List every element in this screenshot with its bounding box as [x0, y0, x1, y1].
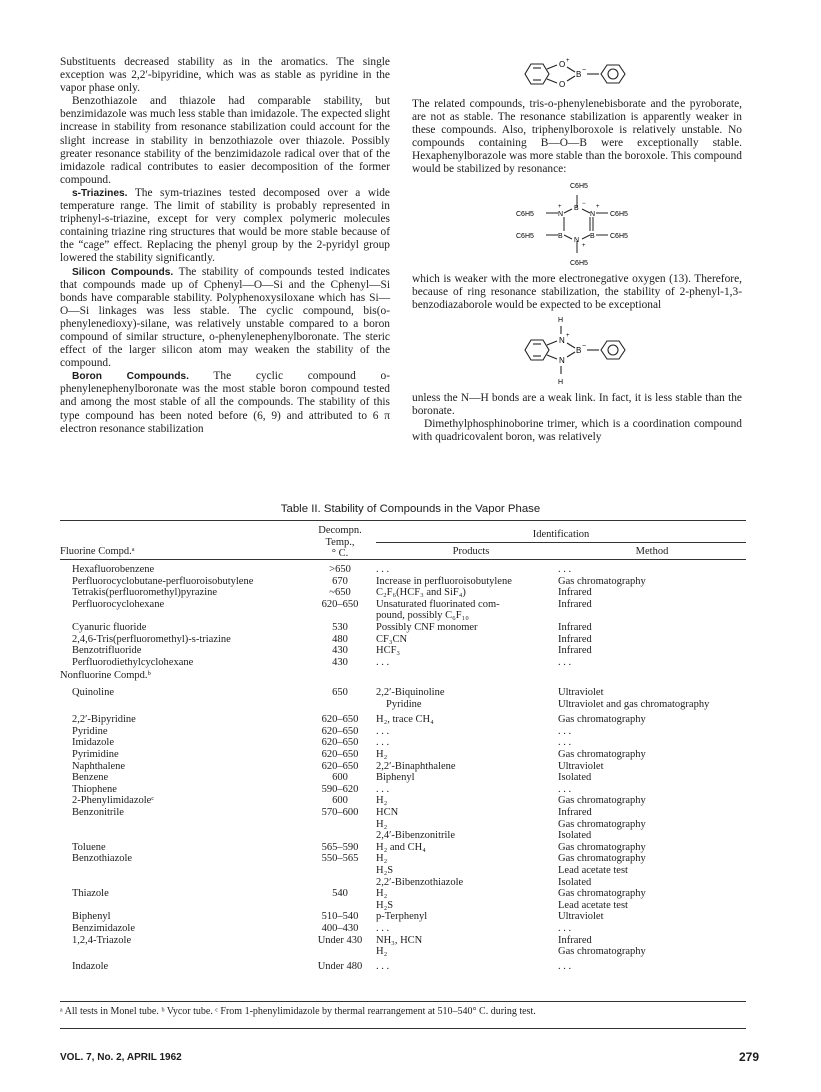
cell-method: Gas chromatography — [558, 888, 646, 900]
cell-compound: Thiophene — [72, 783, 117, 795]
cell-products: . . . — [376, 725, 390, 737]
cell-temp: 590–620 — [321, 783, 359, 795]
cell-method: Ultraviolet and gas chromatography — [558, 698, 710, 710]
cell-products: Possibly CNF monomer — [376, 622, 478, 633]
cell-products: 2,2′-Bibenzothiazole — [376, 876, 464, 888]
left-column — [60, 56, 390, 436]
cell-compound: Quinoline — [72, 687, 114, 698]
cell-method: Gas chromatography — [558, 749, 646, 760]
cell-compound: Benzotrifluoride — [72, 645, 142, 657]
phenyl-label: C6H5 — [570, 259, 588, 267]
cell-products: HCF₃ — [376, 645, 401, 657]
charge-minus: − — [582, 67, 587, 74]
phenyl-label: C6H5 — [610, 210, 628, 218]
cell-temp: 600 — [332, 772, 348, 784]
cell-products: H₂ — [376, 888, 388, 900]
paragraph: Benzothiazole and thiazole had comparable stability, but benzimidazole was much less stable than imidazole. The expected slight increase in stability from resonance stabilization could account for the slight increase in stability in benzothiazole over thiazole. Possibly greater resonance stability of the benzimidazole radical over that of the imidazole radical contributes to easier decomposition of the former compound. — [60, 95, 390, 186]
fluorine-section-label: Fluorine Compd.ᵃ — [60, 546, 135, 557]
cell-method: Infrared — [558, 622, 592, 633]
charge-plus: + — [558, 203, 562, 210]
cell-method: . . . — [558, 923, 572, 934]
cell-compound: Perfluorocyclohexane — [72, 598, 165, 610]
cell-method: Isolated — [558, 876, 592, 888]
cell-method: Lead acetate test — [558, 899, 628, 911]
cell-temp: 600 — [332, 795, 348, 807]
cell-products: 2,2′-Biquinoline — [376, 687, 445, 698]
cell-method: Gas chromatography — [558, 714, 646, 726]
borazole-structure — [412, 177, 742, 273]
cell-products: H₂ — [376, 853, 388, 865]
cell-method: . . . — [558, 725, 572, 737]
journal-issue: VOL. 7, No. 2, APRIL 1962 — [60, 1052, 182, 1063]
cell-temp: 620–650 — [321, 725, 359, 737]
charge-minus: − — [582, 342, 587, 350]
cell-method: Ultraviolet — [558, 687, 604, 698]
cell-method: Gas chromatography — [558, 818, 646, 830]
charge-plus: + — [566, 58, 570, 64]
boron-label: B — [576, 70, 582, 79]
cell-method: Infrared — [558, 807, 592, 818]
cell-temp: ~650 — [329, 587, 351, 599]
cell-temp: 620–650 — [321, 598, 359, 610]
header-bottom-rule — [60, 559, 746, 560]
cell-method: Ultraviolet — [558, 911, 604, 923]
cell-compound: Naphthalene — [72, 760, 126, 772]
cell-compound: Perfluorocyclobutane-perfluoroisobutylene — [72, 575, 254, 587]
charge-minus: − — [582, 200, 586, 207]
cell-method: Isolated — [558, 772, 592, 784]
cell-temp: 620–650 — [321, 760, 359, 772]
cell-products: CF₃CN — [376, 633, 408, 645]
cell-compound: Indazole — [72, 960, 109, 972]
products-header: Products — [452, 546, 490, 557]
paragraph-text: The sym-triazines tested decomposed over a wide temperature range. The limit of stability is probably represented in triphenyl-s-triazine, except for very complex polymeric molecules containing triazine ring structures that would be more stable because of the “cage” effect. Replacing the phenyl group by the 2-pyridyl group lowered the stability significantly. — [60, 186, 390, 265]
cell-products: . . . — [376, 923, 390, 934]
cell-method: . . . — [558, 960, 572, 972]
temp-header-line: ° C. — [331, 548, 349, 559]
nitrogen-label: N — [590, 210, 596, 218]
cell-compound: 1,2,4-Triazole — [72, 934, 132, 946]
cell-compound: 2,2′-Bipyridine — [72, 714, 136, 726]
cell-products: 2,4′-Bibenzonitrile — [376, 830, 455, 842]
oxygen-label: O — [559, 60, 566, 69]
cell-temp: 430 — [332, 656, 348, 668]
cell-temp: 620–650 — [321, 737, 359, 749]
cell-temp: 540 — [332, 888, 348, 900]
cell-temp: >650 — [329, 564, 351, 575]
diazaborole-structure — [412, 312, 742, 392]
cell-temp: 565–590 — [321, 841, 359, 853]
cell-method: Isolated — [558, 830, 592, 842]
cell-compound: 2-Phenylimidazoleᶜ — [72, 795, 155, 807]
method-header: Method — [635, 546, 669, 557]
cell-compound: Benzimidazole — [72, 923, 135, 934]
paragraph — [60, 266, 390, 371]
phenyl-label: C6H5 — [516, 232, 534, 240]
cell-temp: Under 430 — [317, 934, 363, 946]
cell-method: . . . — [558, 564, 572, 575]
charge-plus: + — [582, 242, 586, 249]
cell-method: Ultraviolet — [558, 760, 604, 772]
cell-method: Infrared — [558, 598, 592, 610]
cell-products: H₂, trace CH₄ — [376, 714, 434, 726]
cell-method: Gas chromatography — [558, 853, 646, 865]
paragraph — [60, 370, 390, 435]
paragraph: which is weaker with the more electronegative oxygen (13). Therefore, because of ring resonance stabilization, the stability of 2-phenyl-1,3-benzodiazaborole would be expected to be exceptional — [412, 272, 742, 311]
nitrogen-label: N — [559, 335, 565, 345]
boron-label: B — [576, 345, 582, 355]
table-bottom-rule — [60, 1001, 746, 1002]
cell-method: Lead acetate test — [558, 865, 628, 876]
cell-compound: Tetrakis(perfluoromethyl)pyrazine — [72, 587, 218, 599]
cell-compound: Pyridine — [72, 725, 108, 737]
cell-products: . . . — [376, 656, 390, 668]
cell-products: Unsaturated fluorinated com- — [376, 598, 500, 610]
run-in-heading: s-Triazines. — [72, 187, 128, 199]
hydrogen-label: H — [558, 378, 564, 386]
cell-products: . . . — [376, 564, 390, 575]
cell-products: HCN — [376, 807, 399, 818]
cell-temp: 670 — [332, 575, 348, 587]
cell-compound: Benzothiazole — [72, 853, 133, 865]
table-title: Table II. Stability of Compounds in the Vapor Phase — [280, 503, 541, 515]
cell-method: Infrared — [558, 645, 592, 657]
boron-label: B — [558, 232, 563, 240]
cell-temp: 570–600 — [321, 807, 359, 818]
paragraph — [60, 187, 390, 266]
boron-label: B — [590, 232, 595, 240]
boron-label: B — [574, 204, 579, 212]
cell-temp: 530 — [332, 622, 348, 633]
cell-compound: 2,4,6-Tris(perfluoromethyl)-s-triazine — [72, 633, 231, 645]
cell-method: Gas chromatography — [558, 946, 646, 958]
paragraph: The related compounds, tris-o-phenylenebisborate and the pyroborate, are not as stable. The resonance stabilization is apparently weaker in these compounds. Also, triphenylboroxole is relatively unstable. No compounds containing B—O—B were exceptionally stable. Hexaphenylborazole was more stable than the boroxole. This compound would be stabilized by resonance: — [412, 98, 742, 176]
cell-products: H₂S — [376, 865, 394, 876]
cell-products: H₂S — [376, 899, 394, 911]
cell-method: Infrared — [558, 633, 592, 645]
cell-compound: Biphenyl — [72, 911, 111, 923]
right-column — [412, 56, 742, 444]
cell-method: Infrared — [558, 587, 592, 599]
cell-method: Gas chromatography — [558, 575, 646, 587]
cell-compound: Cyanuric fluoride — [72, 622, 147, 633]
paragraph: Substituents decreased stability as in the aromatics. The single exception was 2,2′-bipyridine, which was as stable as pyridine in the vapor phase only. — [60, 56, 390, 95]
oxygen-label: O — [559, 80, 566, 89]
cell-method: Infrared — [558, 934, 592, 946]
cell-compound: Hexafluorobenzene — [72, 564, 155, 575]
table-footnote: ᵃ All tests in Monel tube. ᵇ Vycor tube. ᶜ From 1-phenylimidazole by thermal rearrangement at 510–540° C. during test. — [60, 1006, 536, 1017]
paragraph: Dimethylphosphinoborine trimer, which is a coordination compound with quadricovalent boron, was relatively — [412, 418, 742, 444]
identification-header: Identification — [532, 529, 590, 540]
boronate-structure — [412, 56, 742, 98]
cell-compound: Pyrimidine — [72, 749, 119, 760]
cell-products: NH₃, HCN — [376, 934, 423, 946]
cell-compound: Perfluorodiethylcyclohexane — [72, 656, 194, 668]
phenyl-label: C6H5 — [570, 182, 588, 190]
cell-temp: 620–650 — [321, 749, 359, 760]
cell-products: . . . — [376, 783, 390, 795]
cell-products: Biphenyl — [376, 772, 415, 784]
nitrogen-label: N — [574, 236, 580, 244]
cell-method: . . . — [558, 737, 572, 749]
temp-header-line: Decompn. — [318, 525, 362, 536]
cell-products: Increase in perfluoroisobutylene — [376, 575, 512, 587]
cell-compound: Toluene — [72, 841, 106, 853]
cell-products: pound, possibly C₆F₁₀ — [376, 610, 469, 622]
footer-rule — [60, 1028, 746, 1029]
temp-header-line: Temp., — [325, 536, 355, 548]
charge-plus: + — [596, 203, 600, 210]
cell-products: C₂F₆(HCF₃ and SiF₄) — [376, 587, 466, 599]
cell-temp: 550–565 — [321, 853, 359, 865]
cell-method: . . . — [558, 783, 572, 795]
cell-products: H₂ — [376, 749, 388, 760]
paragraph-text: The stability of compounds tested indicates that compounds made up of Cphenyl—O—Si and the Cphenyl—Si bonds have comparable stability. Polyphenoxysiloxane which has Si—O—Si linkages was less stable. The cyclic compound, bis(o-phenylenedioxy)-silane, was relatively unstable compared to a boron compound of similar structure, o-phenylenephenylboronate. The steric effect of the larger silicon atom may weaken the stability of the compound. — [60, 265, 390, 370]
nitrogen-label: N — [559, 355, 565, 365]
cell-temp: 430 — [332, 645, 348, 657]
charge-plus: + — [566, 332, 570, 339]
cell-temp: 510–540 — [321, 911, 359, 923]
section-label: Nonfluorine Compd.ᵇ — [60, 670, 151, 681]
hydrogen-label: H — [558, 316, 564, 324]
page-number: 279 — [738, 1050, 759, 1064]
run-in-heading: Boron Compounds. — [72, 371, 189, 383]
cell-temp: 400–430 — [321, 923, 359, 934]
cell-products: . . . — [376, 737, 390, 749]
paragraph: unless the N—H bonds are a weak link. In fact, it is less stable than the boronate. — [412, 391, 742, 417]
identification-rule — [376, 542, 746, 543]
cell-temp: 480 — [332, 633, 348, 645]
phenyl-label: C6H5 — [516, 210, 534, 218]
cell-method: Gas chromatography — [558, 795, 646, 807]
cell-products: H₂ — [376, 795, 388, 807]
phenyl-label: C6H5 — [610, 232, 628, 240]
cell-products: H₂ — [376, 818, 388, 830]
cell-products: p-Terphenyl — [376, 911, 428, 923]
cell-products: . . . — [376, 960, 390, 972]
run-in-heading: Silicon Compounds. — [72, 266, 174, 278]
paragraph-text: The cyclic compound o-phenylenephenylboronate was the most stable boron compound tested and among the most stable of all the compounds. The stability of this type compound has been noted before (6, 9) and attributed to 6 π electron resonance stabilization — [60, 370, 390, 435]
cell-products: Pyridine — [386, 698, 422, 710]
cell-temp: 650 — [332, 687, 348, 698]
cell-compound: Benzene — [72, 772, 109, 784]
cell-products: 2,2′-Binaphthalene — [376, 760, 456, 772]
cell-products: H₂ — [376, 946, 388, 958]
nitrogen-label: N — [558, 210, 564, 218]
cell-temp: 620–650 — [321, 714, 359, 726]
cell-compound: Imidazole — [72, 737, 114, 749]
cell-temp: Under 480 — [317, 960, 363, 972]
table-top-rule — [60, 520, 746, 521]
cell-products: H₂ and CH₄ — [376, 841, 426, 853]
cell-compound: Thiazole — [72, 888, 109, 900]
cell-method: . . . — [558, 656, 572, 668]
cell-method: Gas chromatography — [558, 841, 646, 853]
cell-compound: Benzonitrile — [72, 807, 124, 818]
